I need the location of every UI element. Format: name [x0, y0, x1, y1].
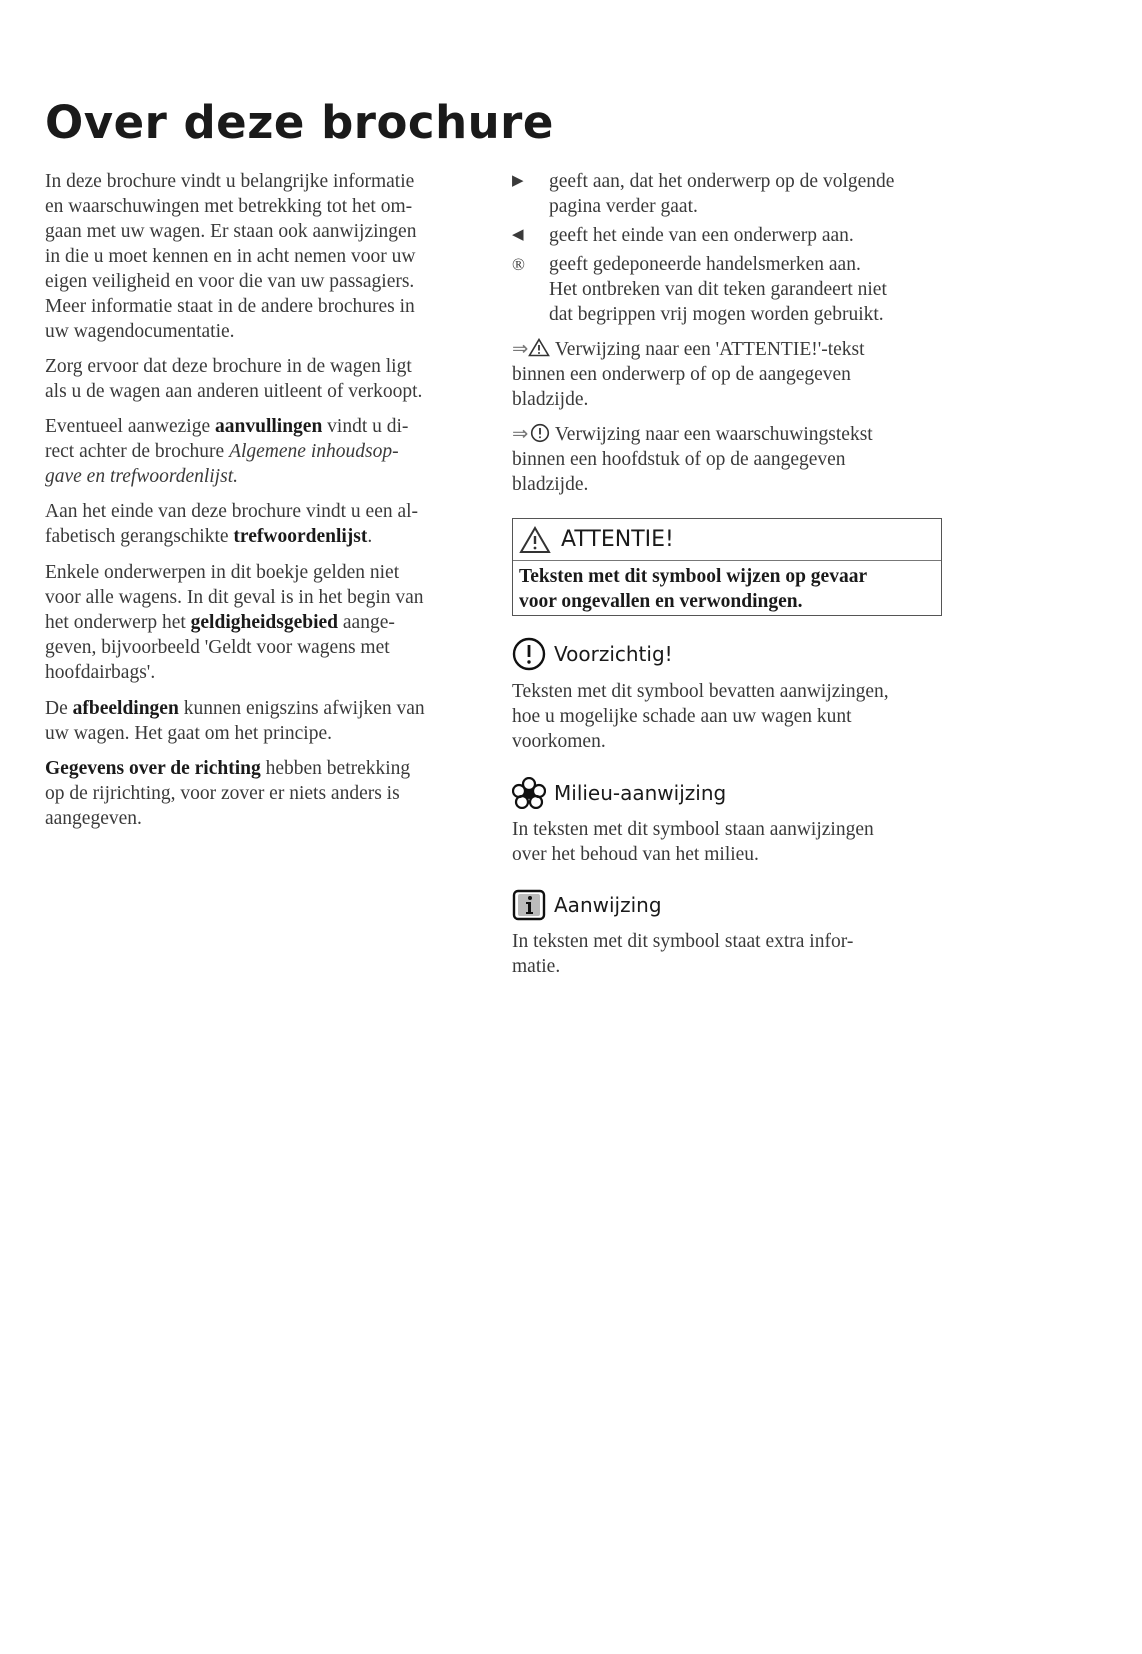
- paragraph: [45, 354, 485, 404]
- flower-icon: [512, 777, 546, 809]
- paragraph: [45, 560, 485, 685]
- text-run: Zorg ervoor dat deze brochure in de wagen ligt als u de wagen aan anderen uitleent of verkoopt.: [45, 356, 423, 402]
- text-run: In deze brochure vindt u belangrijke informatie en waarschuwingen met betrekking tot het om- gaan met uw wagen. Er staan ook aanwijzingen in die u moet kennen en in acht nemen voor uw eigen veiligheid en voor die van uw passagiers. Meer informatie staat in de andere brochures in uw wagendocumentatie.: [45, 171, 417, 342]
- caution-circle-icon: [512, 637, 546, 671]
- bullet-text: geeft het einde van een onderwerp aan.: [549, 225, 854, 246]
- info-icon: [512, 889, 546, 921]
- ref-arrow: ⇒: [512, 424, 529, 445]
- registered-icon: ®: [512, 255, 525, 274]
- ref-caution: [512, 422, 952, 497]
- text-run: kunnen enigszins afwijken van uw wagen. Het gaat om het principe.: [45, 698, 425, 744]
- bullet-text: geeft aan, dat het onderwerp op de volgende pagina verder gaat.: [549, 171, 895, 217]
- note-heading-row: [512, 889, 662, 921]
- caution-heading-row: [512, 637, 673, 671]
- text-run: vindt u di- rect achter de brochure: [45, 416, 409, 462]
- attention-body: Teksten met dit symbool wijzen op gevaar voor ongevallen en verwondingen.: [519, 566, 868, 612]
- ref-text: Verwijzing naar een waarschuwingstekst binnen een hoofdstuk of op de aangegeven bladzijde.: [512, 424, 873, 495]
- text-run: aange- geven, bijvoorbeeld 'Geldt voor wagens met hoofdairbags'.: [45, 612, 395, 683]
- bold-term: Gegevens over de richting: [45, 758, 261, 779]
- caution-circle-icon: [530, 423, 550, 443]
- bold-term: trefwoordenlijst: [233, 526, 368, 547]
- paragraph: [45, 696, 485, 746]
- bold-term: aanvullingen: [215, 416, 323, 437]
- note-heading: Aanwijzing: [554, 893, 662, 917]
- text-run: Enkele onderwerpen in dit boekje gelden niet voor alle wagens. In dit geval is in het begin van het onderwerp het: [45, 562, 424, 633]
- text-run: Aan het einde van deze brochure vindt u een al- fabetisch gerangschikte: [45, 501, 419, 547]
- ref-arrow: ⇒: [512, 339, 529, 360]
- warning-triangle-icon: [528, 338, 550, 357]
- text-run: hebben betrekking op de rijrichting, voor zover er niets anders is aangegeven.: [45, 758, 411, 829]
- arrow-left-icon: ◀: [512, 227, 524, 243]
- ref-attention: [512, 337, 952, 412]
- attention-heading: ATTENTIE!: [561, 527, 674, 552]
- text-run: De: [45, 698, 73, 719]
- text-run: .: [367, 526, 373, 547]
- caution-heading: Voorzichtig!: [554, 642, 673, 666]
- note-body: In teksten met dit symbool staat extra infor- matie.: [512, 931, 854, 977]
- text-run: Eventueel aanwezige: [45, 416, 215, 437]
- caution-body: Teksten met dit symbool bevatten aanwijzingen, hoe u mogelijke schade aan uw wagen kunt voorkomen.: [512, 681, 889, 752]
- attention-header: [513, 519, 941, 561]
- bold-term: afbeeldingen: [72, 698, 179, 719]
- environment-heading: Milieu-aanwijzing: [554, 781, 727, 805]
- paragraph: [45, 414, 485, 489]
- paragraph: [45, 756, 485, 831]
- attention-box: [512, 518, 942, 616]
- environment-body: In teksten met dit symbool staan aanwijzingen over het behoud van het milieu.: [512, 819, 874, 865]
- paragraph: [45, 169, 485, 344]
- environment-heading-row: [512, 777, 726, 809]
- bold-term: geldigheidsgebied: [190, 612, 339, 633]
- bullet-text: geeft gedeponeerde handelsmerken aan. Het ontbreken van dit teken garandeert niet dat begrippen vrij mogen worden gebruikt.: [549, 254, 887, 325]
- page-title: Over deze brochure: [45, 96, 554, 149]
- ref-text: Verwijzing naar een 'ATTENTIE!'-tekst binnen een onderwerp of op de aangegeven bladzijde.: [512, 339, 865, 410]
- warning-triangle-icon: [519, 526, 551, 554]
- arrow-right-icon: ▶: [512, 173, 524, 189]
- paragraph: [45, 499, 485, 549]
- italic-term: Algemene inhoudsop- gave en trefwoordenlijst.: [45, 441, 399, 487]
